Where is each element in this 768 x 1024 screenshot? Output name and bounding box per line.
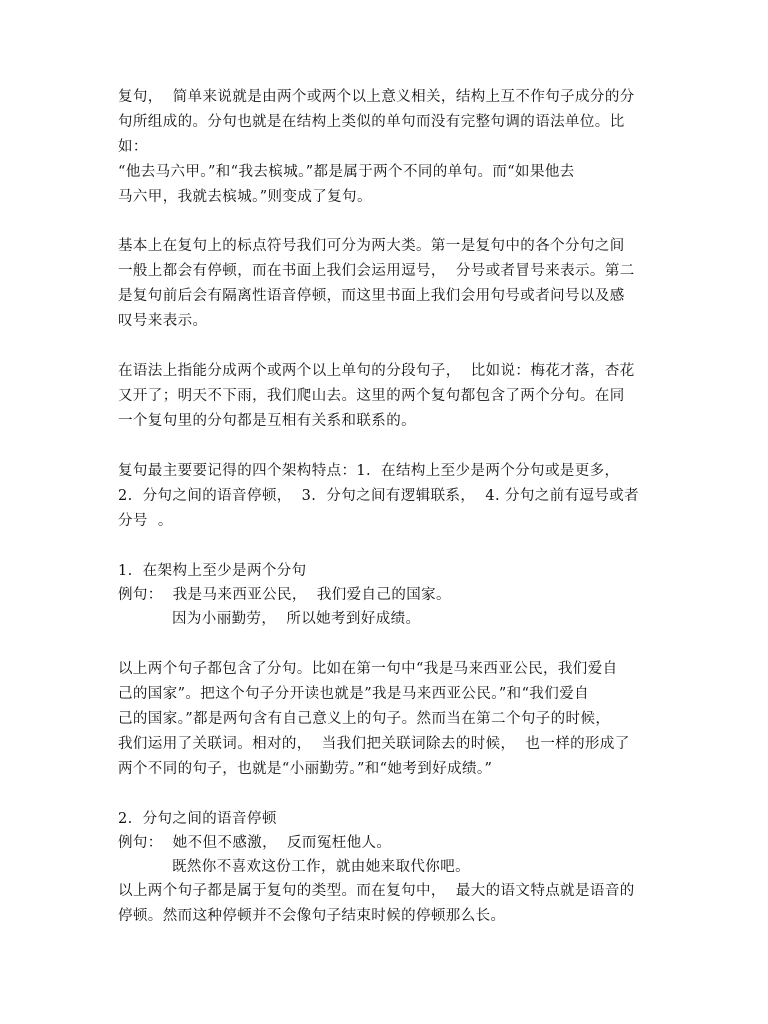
- p5-line-3: 己的国家。”都是两句含有自己意义上的句子。然而当在第二个句子的时候，: [118, 711, 611, 727]
- p5-line-4: 我们运用了关联词。相对的， 当我们把关联词除去的时候， 也一样的形成了: [118, 736, 630, 752]
- section-1-example-2: 因为小丽勤劳， 所以她考到好成绩。: [172, 611, 421, 627]
- p1-line-1: 复句， 简单来说就是由两个或两个以上意义相关，结构上互不作句子成分的分: [118, 89, 635, 105]
- section-2-heading: 2. 分句之间的语音停顿: [118, 811, 277, 827]
- p2-line-1: 基本上在复句上的标点符号我们可分为两大类。第一是复句中的各个分句之间: [118, 238, 625, 254]
- section-2-example-2: 既然你不喜欢这份工作，就由她来取代你吧。: [172, 859, 470, 875]
- p1-line-5: 马六甲，我就去槟城。”则变成了复句。: [118, 189, 372, 205]
- p1-line-4: “他去马六甲。”和“我去槟城。”都是属于两个不同的单句。而“如果他去: [118, 164, 575, 180]
- p5-line-1: 以上两个句子都包含了分句。比如在第一句中“我是马来西亚公民，我们爱自: [118, 661, 618, 677]
- p1-line-3: 如：: [118, 139, 148, 155]
- p2-line-2: 一般上都会有停顿，而在书面上我们会运用逗号， 分号或者冒号来表示。第二: [118, 263, 635, 279]
- p2-line-4: 叹号来表示。: [118, 313, 208, 329]
- section-1-heading: 1. 在架构上至少是两个分句: [118, 563, 307, 579]
- p2-line-3: 是复句前后会有隔离性语音停顿，而这里书面上我们会用句号或者问号以及感: [118, 288, 625, 304]
- p5-line-2: 己的国家”。把这个句子分开读也就是”我是马来西亚公民。”和“我们爱自: [118, 686, 589, 702]
- p3-line-2: 又开了；明天不下雨，我们爬山去。这里的两个复句都包含了两个分句。在同: [118, 388, 625, 404]
- p4-line-3: 分号 。: [118, 513, 173, 529]
- p6-line-1: 以上两个句子都是属于复句的类型。而在复句中， 最大的语文特点就是语音的: [118, 883, 635, 899]
- p4-line-2: 2. 分句之间的语音停顿， 3. 分句之间有逻辑联系， 4. 分句之前有逗号或者: [118, 488, 640, 504]
- p6-line-2: 停顿。然而这种停顿并不会像句子结束时候的停顿那么长。: [118, 908, 506, 924]
- p5-line-5: 两个不同的句子，也就是“小丽勤劳。”和“她考到好成绩。”: [118, 761, 493, 777]
- section-1-example-1: 例句： 我是马来西亚公民， 我们爱自己的国家。: [118, 587, 451, 603]
- p4-line-1: 复句最主要要记得的四个架构特点：1. 在结构上至少是两个分句或是更多，: [118, 463, 620, 479]
- p1-line-2: 句所组成的。分句也就是在结构上类似的单句而没有完整句调的语法单位。比: [118, 114, 625, 130]
- p3-line-1: 在语法上指能分成两个或两个以上单句的分段句子， 比如说：梅花才落，杏花: [118, 363, 635, 379]
- section-2-example-1: 例句： 她不但不感激， 反而冤枉他人。: [118, 835, 392, 851]
- p3-line-3: 一个复句里的分句都是互相有关系和联系的。: [118, 413, 416, 429]
